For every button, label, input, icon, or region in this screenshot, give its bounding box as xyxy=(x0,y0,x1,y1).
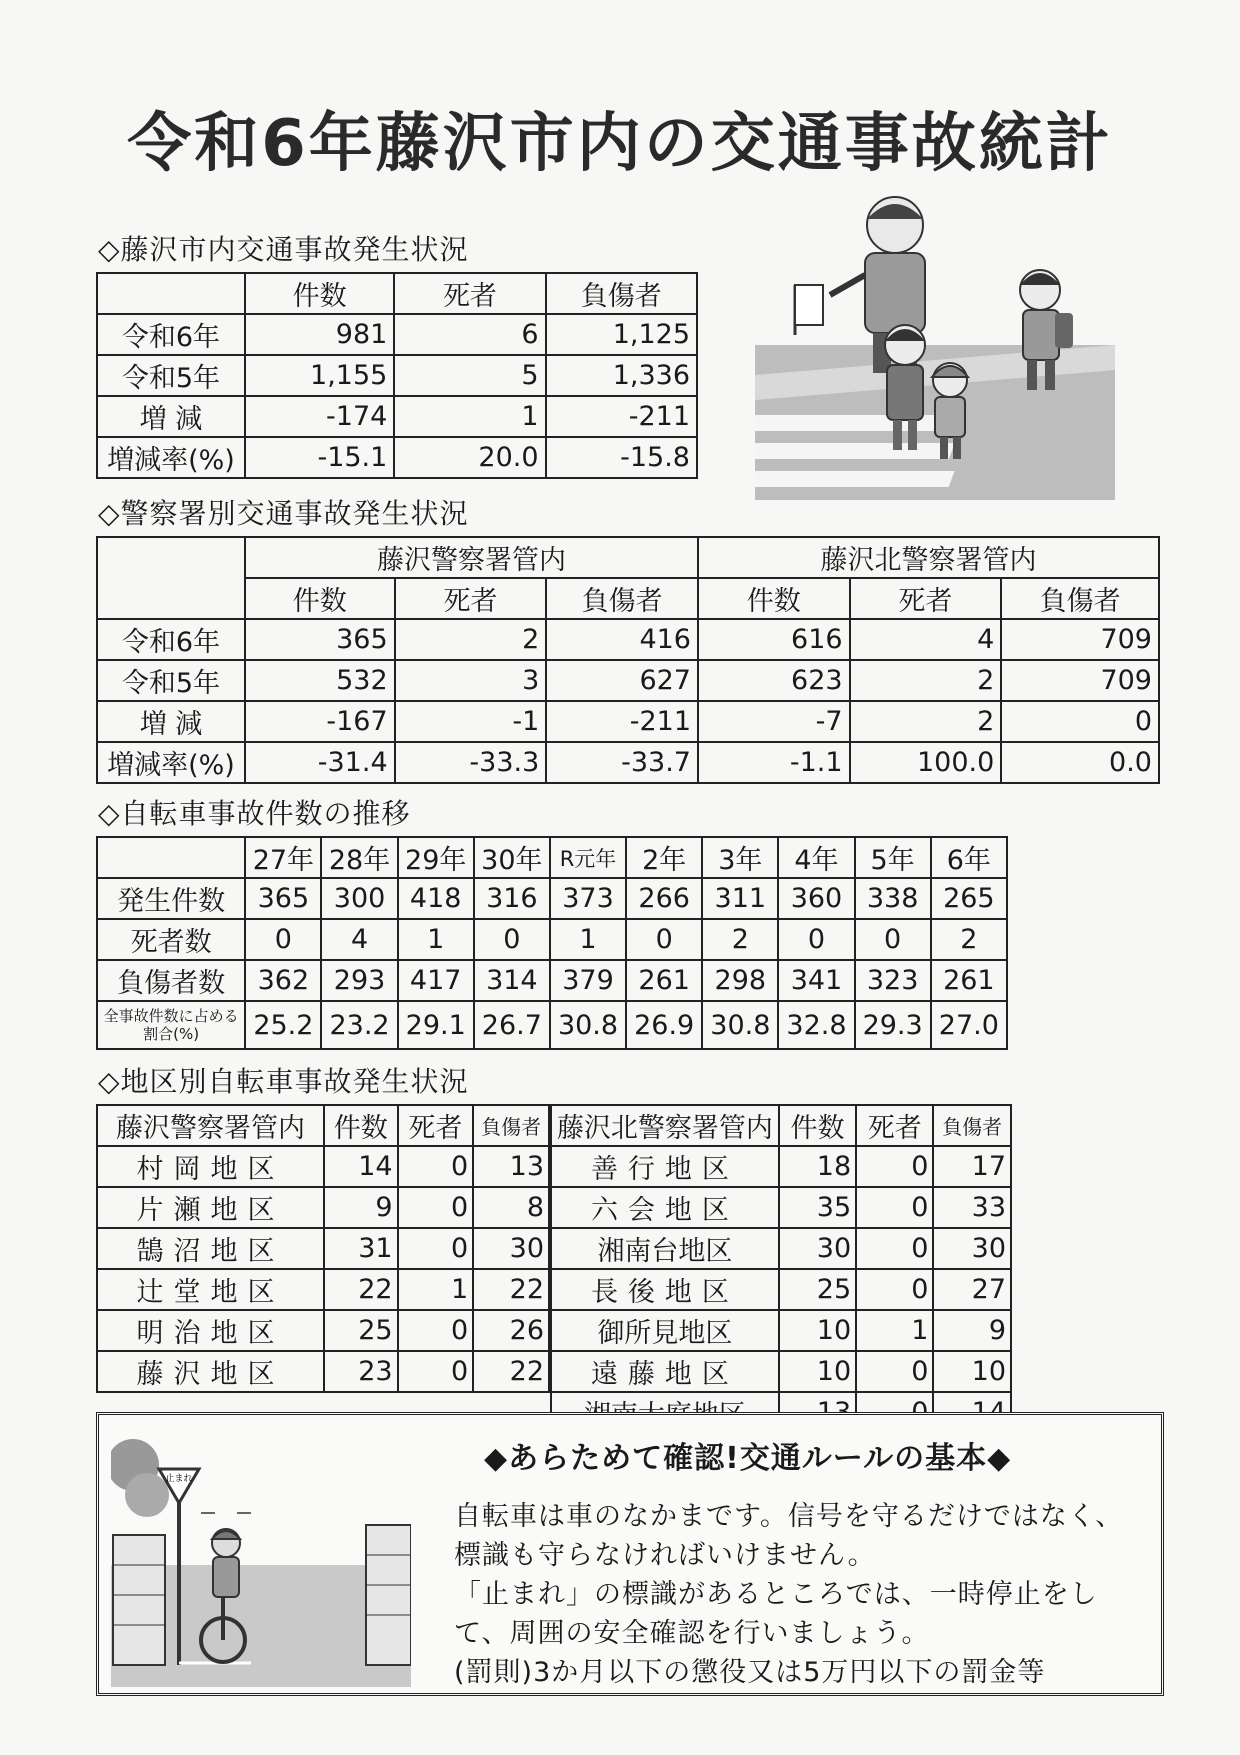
rules-title: ◆あらためて確認!交通ルールの基本◆ xyxy=(484,1441,1012,1476)
district-name: 村岡地区 xyxy=(97,1146,324,1187)
data-cell: 0 xyxy=(855,919,931,960)
table-row xyxy=(97,742,1159,783)
year-header: 4年 xyxy=(778,837,854,878)
section1-table xyxy=(96,272,698,479)
year-header: R元年 xyxy=(550,837,626,878)
row-label: 増減率(%) xyxy=(97,742,245,783)
header-cell: 死者 xyxy=(394,273,545,314)
data-cell: 365 xyxy=(245,619,395,660)
year-header: 2年 xyxy=(626,837,702,878)
data-cell: 338 xyxy=(855,878,931,919)
table-row xyxy=(97,660,1159,701)
year-header: 6年 xyxy=(931,837,1007,878)
data-cell: 26.9 xyxy=(626,1001,702,1049)
data-cell: 616 xyxy=(698,619,850,660)
stop-sign-bicycle-illustration xyxy=(111,1425,411,1687)
data-cell: -7 xyxy=(698,701,850,742)
header-cell: 件数 xyxy=(245,578,395,619)
data-cell: 1,336 xyxy=(546,355,697,396)
table-row xyxy=(97,314,697,355)
data-cell: -31.4 xyxy=(245,742,395,783)
data-cell: 26 xyxy=(473,1310,549,1351)
group-header: 藤沢北警察署管内 xyxy=(698,537,1159,578)
table-row xyxy=(97,919,1007,960)
row-label: 令和6年 xyxy=(97,619,245,660)
data-cell: 981 xyxy=(245,314,394,355)
table-row xyxy=(97,1146,549,1187)
section3-heading: ◇自転車事故件数の推移 xyxy=(98,797,411,830)
data-cell: 29.3 xyxy=(855,1001,931,1049)
table-header-row xyxy=(97,578,1159,619)
data-cell: -174 xyxy=(245,396,394,437)
district-name: 六会地区 xyxy=(551,1187,779,1228)
header-cell: 件数 xyxy=(245,273,394,314)
data-cell: 266 xyxy=(626,878,702,919)
table-header-row xyxy=(97,273,697,314)
data-cell: 627 xyxy=(546,660,698,701)
table-row xyxy=(551,1228,1011,1269)
table-row xyxy=(97,1269,549,1310)
data-cell: 5 xyxy=(394,355,545,396)
row-label: 令和5年 xyxy=(97,660,245,701)
table-row xyxy=(551,1146,1011,1187)
data-cell: 0.0 xyxy=(1001,742,1159,783)
header-cell: 死者 xyxy=(850,578,1002,619)
data-cell: 323 xyxy=(855,960,931,1001)
data-cell: 30.8 xyxy=(702,1001,778,1049)
row-label: 発生件数 xyxy=(97,878,245,919)
data-cell: 1,125 xyxy=(546,314,697,355)
data-cell: 365 xyxy=(245,878,321,919)
data-cell: 33 xyxy=(933,1187,1011,1228)
data-cell: 27 xyxy=(933,1269,1011,1310)
data-cell: 2 xyxy=(850,660,1002,701)
crossing-guard-illustration xyxy=(755,195,1115,500)
data-cell: 0 xyxy=(856,1228,933,1269)
header-cell: 藤沢警察署管内 xyxy=(97,1105,324,1146)
table-row xyxy=(97,619,1159,660)
header-cell: 死者 xyxy=(856,1105,933,1146)
data-cell: 298 xyxy=(702,960,778,1001)
data-cell: 22 xyxy=(473,1351,549,1392)
table-row xyxy=(551,1351,1011,1392)
data-cell: 17 xyxy=(933,1146,1011,1187)
row-label: 死者数 xyxy=(97,919,245,960)
data-cell: 300 xyxy=(321,878,397,919)
data-cell: 0 xyxy=(1001,701,1159,742)
data-cell: 1 xyxy=(394,396,545,437)
data-cell: 623 xyxy=(698,660,850,701)
data-cell: 10 xyxy=(933,1351,1011,1392)
data-cell: 532 xyxy=(245,660,395,701)
data-cell: 2 xyxy=(850,701,1002,742)
row-label: 令和5年 xyxy=(97,355,245,396)
table-row xyxy=(97,355,697,396)
data-cell: 417 xyxy=(398,960,474,1001)
data-cell: 2 xyxy=(702,919,778,960)
data-cell: 22 xyxy=(324,1269,398,1310)
table-header-row xyxy=(97,1105,549,1146)
data-cell: 360 xyxy=(778,878,854,919)
district-name: 藤沢地区 xyxy=(97,1351,324,1392)
section4-left-table xyxy=(96,1104,550,1393)
data-cell: 373 xyxy=(550,878,626,919)
header-cell: 負傷者 xyxy=(1001,578,1159,619)
data-cell: 6 xyxy=(394,314,545,355)
data-cell: 31 xyxy=(324,1228,398,1269)
data-cell: 10 xyxy=(779,1310,856,1351)
data-cell: 311 xyxy=(702,878,778,919)
data-cell: 27.0 xyxy=(931,1001,1007,1049)
data-cell: 2 xyxy=(395,619,547,660)
district-name: 片瀬地区 xyxy=(97,1187,324,1228)
table-header-row xyxy=(551,1105,1011,1146)
table-row xyxy=(551,1269,1011,1310)
data-cell: 0 xyxy=(398,1310,474,1351)
year-header: 30年 xyxy=(474,837,550,878)
row-label: 負傷者数 xyxy=(97,960,245,1001)
row-label: 増 減 xyxy=(97,396,245,437)
data-cell: -211 xyxy=(546,701,698,742)
district-name: 鵠沼地区 xyxy=(97,1228,324,1269)
data-cell: 1,155 xyxy=(245,355,394,396)
table-row xyxy=(551,1187,1011,1228)
header-cell: 負傷者 xyxy=(546,273,697,314)
data-cell: 100.0 xyxy=(850,742,1002,783)
data-cell: 1 xyxy=(550,919,626,960)
data-cell: 30 xyxy=(779,1228,856,1269)
row-label: 増減率(%) xyxy=(97,437,245,478)
data-cell: 30.8 xyxy=(550,1001,626,1049)
data-cell: 9 xyxy=(933,1310,1011,1351)
section3-table xyxy=(96,836,1008,1050)
rule-line: 「止まれ」の標識があるところでは、一時停止をして、周囲の安全確認を行いましょう。 xyxy=(454,1579,1098,1649)
data-cell: 1 xyxy=(398,1269,474,1310)
corner-cell xyxy=(97,837,245,878)
data-cell: 20.0 xyxy=(394,437,545,478)
data-cell: 23.2 xyxy=(321,1001,397,1049)
data-cell: 0 xyxy=(398,1146,474,1187)
data-cell: 1 xyxy=(856,1310,933,1351)
year-header: 29年 xyxy=(398,837,474,878)
data-cell: 0 xyxy=(245,919,321,960)
header-cell: 件数 xyxy=(698,578,850,619)
year-header: 5年 xyxy=(855,837,931,878)
corner-cell xyxy=(97,273,245,314)
data-cell: -1 xyxy=(395,701,547,742)
data-cell: -15.8 xyxy=(546,437,697,478)
district-name: 御所見地区 xyxy=(551,1310,779,1351)
table-row xyxy=(97,396,697,437)
table-row xyxy=(97,960,1007,1001)
year-header: 27年 xyxy=(245,837,321,878)
data-cell: 29.1 xyxy=(398,1001,474,1049)
data-cell: 23 xyxy=(324,1351,398,1392)
district-name: 辻堂地区 xyxy=(97,1269,324,1310)
table-row xyxy=(97,1187,549,1228)
table-header-row xyxy=(97,837,1007,878)
data-cell: 341 xyxy=(778,960,854,1001)
data-cell: 32.8 xyxy=(778,1001,854,1049)
data-cell: 25 xyxy=(779,1269,856,1310)
data-cell: 30 xyxy=(473,1228,549,1269)
row-label: 増 減 xyxy=(97,701,245,742)
data-cell: 3 xyxy=(395,660,547,701)
data-cell: 314 xyxy=(474,960,550,1001)
data-cell: 0 xyxy=(398,1187,474,1228)
section2-heading: ◇警察署別交通事故発生状況 xyxy=(98,497,469,530)
section2-table xyxy=(96,536,1160,784)
data-cell: -167 xyxy=(245,701,395,742)
header-cell: 死者 xyxy=(398,1105,474,1146)
data-cell: -211 xyxy=(546,396,697,437)
district-name: 遠藤地区 xyxy=(551,1351,779,1392)
data-cell: 418 xyxy=(398,878,474,919)
header-cell: 藤沢北警察署管内 xyxy=(551,1105,779,1146)
table-row xyxy=(97,1001,1007,1049)
data-cell: 25 xyxy=(324,1310,398,1351)
data-cell: 9 xyxy=(324,1187,398,1228)
table-row xyxy=(97,878,1007,919)
data-cell: 316 xyxy=(474,878,550,919)
data-cell: 0 xyxy=(778,919,854,960)
data-cell: 22 xyxy=(473,1269,549,1310)
district-name: 長後地区 xyxy=(551,1269,779,1310)
data-cell: 265 xyxy=(931,878,1007,919)
table-row xyxy=(97,1228,549,1269)
data-cell: 416 xyxy=(546,619,698,660)
data-cell: 709 xyxy=(1001,660,1159,701)
data-cell: 8 xyxy=(473,1187,549,1228)
data-cell: 362 xyxy=(245,960,321,1001)
header-cell: 負傷者 xyxy=(546,578,698,619)
table-group-row xyxy=(97,537,1159,578)
district-name: 明治地区 xyxy=(97,1310,324,1351)
data-cell: 293 xyxy=(321,960,397,1001)
data-cell: 261 xyxy=(626,960,702,1001)
table-row xyxy=(97,1310,549,1351)
table-row xyxy=(97,1351,549,1392)
rules-body xyxy=(454,1497,1144,1692)
row-label: 令和6年 xyxy=(97,314,245,355)
section4-heading: ◇地区別自転車事故発生状況 xyxy=(98,1065,469,1098)
data-cell: 1 xyxy=(398,919,474,960)
data-cell: -33.3 xyxy=(395,742,547,783)
section4-right-table xyxy=(550,1104,1012,1434)
data-cell: 0 xyxy=(856,1146,933,1187)
header-cell: 負傷者 xyxy=(933,1105,1011,1146)
data-cell: 2 xyxy=(931,919,1007,960)
data-cell: 4 xyxy=(321,919,397,960)
year-header: 3年 xyxy=(702,837,778,878)
data-cell: 0 xyxy=(856,1187,933,1228)
table-row xyxy=(97,701,1159,742)
corner-cell xyxy=(97,537,245,619)
data-cell: 35 xyxy=(779,1187,856,1228)
section1-heading: ◇藤沢市内交通事故発生状況 xyxy=(98,233,469,266)
data-cell: 0 xyxy=(398,1228,474,1269)
row-label: 全事故件数に占める割合(%) xyxy=(97,1001,245,1049)
data-cell: 26.7 xyxy=(474,1001,550,1049)
table-row xyxy=(97,437,697,478)
traffic-rules-box xyxy=(96,1412,1164,1696)
data-cell: 30 xyxy=(933,1228,1011,1269)
data-cell: 709 xyxy=(1001,619,1159,660)
data-cell: 0 xyxy=(856,1351,933,1392)
data-cell: 4 xyxy=(850,619,1002,660)
header-cell: 件数 xyxy=(324,1105,398,1146)
header-cell: 件数 xyxy=(779,1105,856,1146)
data-cell: 379 xyxy=(550,960,626,1001)
rule-line: (罰則)3か月以下の懲役又は5万円以下の罰金等 xyxy=(454,1657,1046,1688)
page-title: 令和6年藤沢市内の交通事故統計 xyxy=(127,107,1113,181)
data-cell: 261 xyxy=(931,960,1007,1001)
data-cell: 10 xyxy=(779,1351,856,1392)
data-cell: 25.2 xyxy=(245,1001,321,1049)
group-header: 藤沢警察署管内 xyxy=(245,537,698,578)
stop-sign-text: 止まれ xyxy=(165,1474,193,1484)
header-cell: 死者 xyxy=(395,578,547,619)
year-header: 28年 xyxy=(321,837,397,878)
data-cell: 14 xyxy=(324,1146,398,1187)
data-cell: 0 xyxy=(856,1269,933,1310)
data-cell: 13 xyxy=(473,1146,549,1187)
rule-line: 自転車は車のなかまです。信号を守るだけではなく、標識も守らなければいけません。 xyxy=(454,1501,1124,1571)
table-row xyxy=(551,1310,1011,1351)
header-cell: 負傷者 xyxy=(473,1105,549,1146)
data-cell: -1.1 xyxy=(698,742,850,783)
data-cell: 0 xyxy=(474,919,550,960)
district-name: 善行地区 xyxy=(551,1146,779,1187)
data-cell: -15.1 xyxy=(245,437,394,478)
data-cell: 0 xyxy=(626,919,702,960)
data-cell: -33.7 xyxy=(546,742,698,783)
district-name: 湘南台地区 xyxy=(551,1228,779,1269)
data-cell: 0 xyxy=(398,1351,474,1392)
data-cell: 18 xyxy=(779,1146,856,1187)
